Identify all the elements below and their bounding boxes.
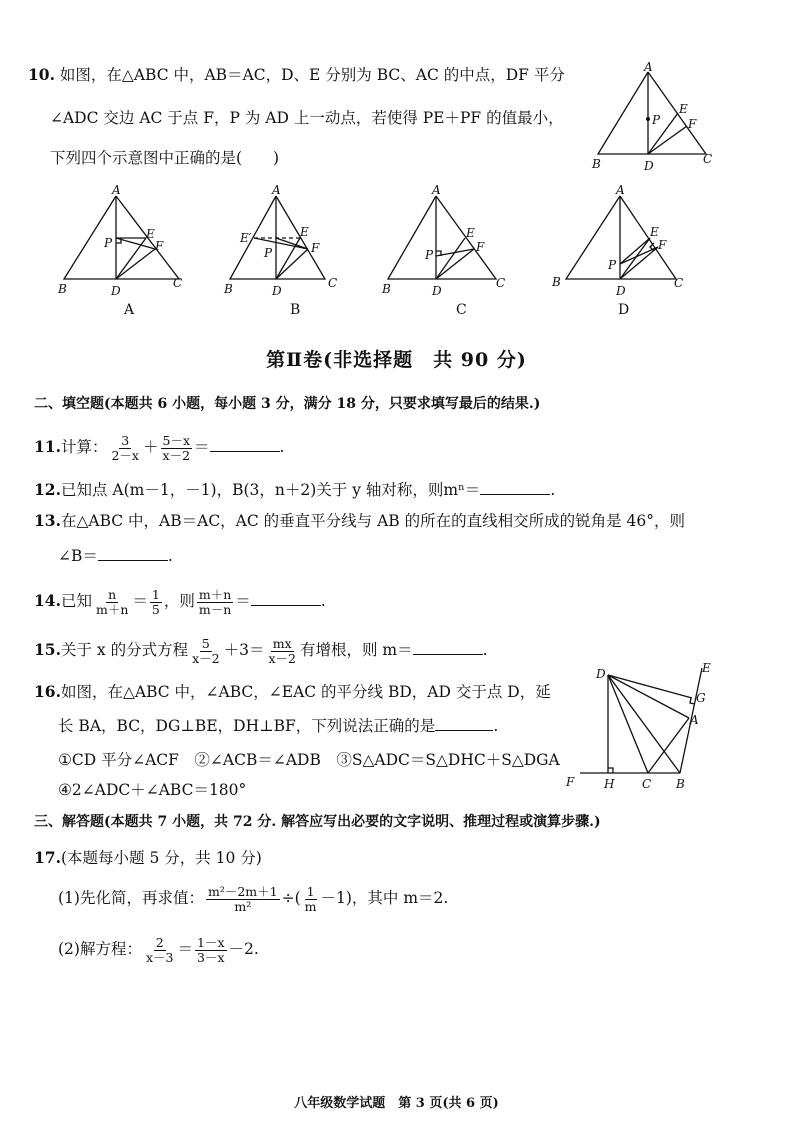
- svg-text:D: D: [111, 284, 121, 298]
- q11-answer-blank: [210, 437, 280, 452]
- svg-text:A: A: [432, 184, 441, 197]
- svg-text:B: B: [552, 275, 561, 289]
- svg-text:C: C: [173, 276, 183, 290]
- q16-line1: 16.如图，在△ABC 中，∠ABC，∠EAC 的平分线 BD，AD 交于点 D，延: [34, 682, 551, 701]
- option-b-figure: [220, 184, 360, 320]
- q13-text: 在△ABC 中，AB＝AC，AC 的垂直平分线与 AB 的所在的直线相交所成的锐角是 46°，则: [60, 512, 686, 530]
- q10-number: 10.: [28, 65, 55, 84]
- svg-text:A: A: [690, 713, 699, 727]
- q11: 11.计算： $\frac{3}{2-x}$ ＋ $\frac{5-x}{x-2}$ ＝ .: [34, 432, 285, 463]
- svg-text:B: B: [676, 777, 685, 791]
- svg-text:F: F: [658, 238, 667, 252]
- option-c-figure: [378, 184, 518, 320]
- svg-text:E: E: [300, 225, 309, 239]
- svg-text:B: B: [58, 282, 67, 296]
- svg-text:E: E: [702, 661, 711, 675]
- svg-text:D: D: [616, 284, 626, 298]
- svg-text:A: A: [272, 184, 281, 197]
- svg-text:P: P: [264, 246, 273, 260]
- svg-text:P: P: [608, 258, 617, 272]
- q14-number: 14.: [34, 591, 61, 610]
- svg-text:E: E: [466, 226, 475, 240]
- q11-number: 11.: [34, 437, 61, 456]
- q13-answer-blank: [98, 546, 168, 561]
- svg-text:B: B: [224, 282, 233, 296]
- svg-text:A: A: [112, 184, 121, 197]
- svg-text:G: G: [696, 691, 706, 705]
- q16-number: 16.: [34, 682, 61, 701]
- svg-text:C: C: [642, 777, 652, 791]
- svg-text:C: C: [674, 276, 684, 290]
- q10-line1: [28, 65, 565, 85]
- svg-text:E: E: [650, 225, 659, 239]
- label-p: P: [652, 113, 661, 127]
- q11-prefix: 计算：: [60, 438, 108, 456]
- option-b-label: B: [290, 302, 301, 316]
- option-d-label: D: [618, 302, 630, 316]
- section-2-title: 第Ⅱ卷(非选择题 共 90 分): [266, 349, 527, 371]
- q10-main-figure: [588, 62, 728, 184]
- svg-text:E′: E′: [240, 231, 252, 245]
- q13-line1: [34, 511, 685, 531]
- q12-number: 12.: [34, 480, 61, 499]
- label-d: D: [644, 159, 654, 173]
- part3-header: 三、解答题(本题共 7 小题，共 72 分. 解答应写出必要的文字说明、推理过程或演算步骤.): [34, 814, 601, 830]
- q15-number: 15.: [34, 640, 61, 659]
- svg-text:D: D: [596, 667, 606, 681]
- q12-text: 已知点 A(m－1，－1)，B(3，n＋2)关于 y 轴对称，则mⁿ＝: [60, 481, 481, 499]
- q11-fraction-1: $\frac{3}{2-x}$: [111, 432, 139, 463]
- option-c-label: C: [456, 302, 467, 316]
- q15: 15.关于 x 的分式方程 $\frac{5}{x-2}$ ＋3＝ $\frac{mx}{x-2}$ 有增根，则 m＝ .: [34, 635, 488, 666]
- svg-text:A: A: [616, 184, 625, 197]
- q17-number: 17.: [34, 848, 61, 867]
- q16-figure: [560, 660, 720, 796]
- q16-line2: 长 BA，BC，DG⊥BE，DH⊥BF，下列说法正确的是 .: [58, 717, 499, 735]
- svg-text:D: D: [272, 284, 282, 298]
- svg-text:F: F: [476, 240, 485, 254]
- svg-text:D: D: [432, 284, 442, 298]
- q12: 12.已知点 A(m－1，－1)，B(3，n＋2)关于 y 轴对称，则mⁿ＝ .: [34, 480, 556, 499]
- q16-answer-blank: [435, 716, 493, 731]
- svg-text:C: C: [328, 276, 338, 290]
- q16-options-1: ①CD 平分∠ACF ②∠ACB＝∠ADB ③S△ADC＝S△DHC＋S△DGA: [58, 751, 560, 769]
- page-footer: 八年级数学试题 第 3 页(共 6 页): [294, 1096, 499, 1111]
- q14: 14.已知 $\frac{n}{m+n}$ ＝ $\frac{1}{5}$ ，则 $\frac{m+n}{m-n}$ ＝ .: [34, 586, 326, 617]
- q17-part2: (2)解方程： $\frac{2}{x-3}$ ＝ $\frac{1-x}{3-x}$ －2.: [58, 934, 259, 965]
- option-a-figure: [54, 184, 194, 320]
- svg-text:F: F: [311, 241, 320, 255]
- q15-answer-blank: [413, 640, 483, 655]
- label-f: F: [688, 117, 697, 131]
- svg-text:H: H: [604, 777, 615, 791]
- svg-text:B: B: [382, 282, 391, 296]
- q10-line3: 下列四个示意图中正确的是( ): [50, 149, 280, 167]
- label-a: A: [644, 62, 653, 74]
- svg-text:C: C: [496, 276, 506, 290]
- q17-part1: (1)先化简，再求值： $\frac{\text{m²－2m＋1}}{\text{m²}}$ ÷( $\frac{1}{m}$ －1)，其中 m＝2.: [58, 883, 449, 914]
- svg-text:P: P: [425, 248, 434, 262]
- q13-number: 13.: [34, 511, 61, 530]
- q16-options-2: ④2∠ADC＋∠ABC＝180°: [58, 781, 247, 799]
- svg-text:P: P: [104, 236, 113, 250]
- option-d-figure: [548, 184, 698, 320]
- label-b: B: [592, 157, 601, 171]
- q12-answer-blank: [480, 480, 550, 495]
- option-a-label: A: [124, 302, 135, 316]
- q17-title: 17.(本题每小题 5 分，共 10 分): [34, 848, 262, 867]
- svg-text:E: E: [146, 227, 155, 241]
- q11-fraction-2: $\frac{5-x}{x-2}$: [162, 432, 191, 463]
- label-e: E: [679, 102, 688, 116]
- point-p: [646, 117, 650, 121]
- part2-header: 二、填空题(本题共 6 小题，每小题 3 分，满分 18 分，只要求填写最后的结果.): [34, 396, 541, 412]
- q10-line2: ∠ADC 交边 AC 于点 F，P 为 AD 上一动点，若使得 PE＋PF 的值最小，: [50, 109, 564, 127]
- svg-text:F: F: [155, 239, 164, 253]
- svg-text:F: F: [566, 775, 575, 789]
- q13-line2: ∠B＝ .: [58, 547, 173, 565]
- q10-text-line1: 如图，在△ABC 中，AB＝AC，D、E 分别为 BC、AC 的中点，DF 平分: [59, 66, 565, 84]
- label-c: C: [703, 152, 713, 166]
- q14-answer-blank: [251, 591, 321, 606]
- segment-df: [648, 126, 687, 154]
